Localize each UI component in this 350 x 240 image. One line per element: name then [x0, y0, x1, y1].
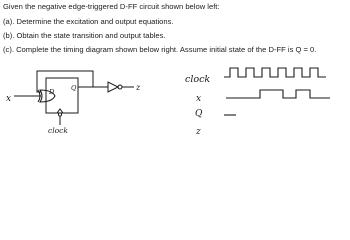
clock-bubble	[58, 113, 61, 116]
timing-x-label: x	[196, 94, 202, 104]
problem-intro: Given the negative edge-triggered D-FF circuit shown below left:	[3, 2, 220, 11]
problem-part-a: (a). Determine the excitation and output equations.	[3, 17, 174, 26]
circuit-diagram	[14, 71, 134, 125]
inverter	[108, 82, 118, 92]
problem-part-b: (b). Obtain the state transition and output tables.	[3, 31, 166, 40]
circuit-output-label: z	[136, 83, 141, 92]
x-waveform	[226, 90, 330, 98]
timing-q-label: Q	[195, 109, 203, 119]
timing-clock-label: clock	[185, 74, 211, 85]
timing-diagram	[185, 68, 330, 137]
feedback-wire	[37, 71, 93, 92]
dff-d-label: D	[49, 88, 55, 96]
clock-waveform	[224, 68, 326, 77]
problem-part-c: (c). Complete the timing diagram shown below right. Assume initial state of the D-FF is Q = 0.	[3, 45, 317, 54]
dff-q-label: Q	[71, 84, 77, 92]
circuit-input-label: x	[6, 94, 12, 104]
timing-z-label: z	[196, 127, 201, 137]
circuit-clock-label: clock	[48, 126, 68, 135]
